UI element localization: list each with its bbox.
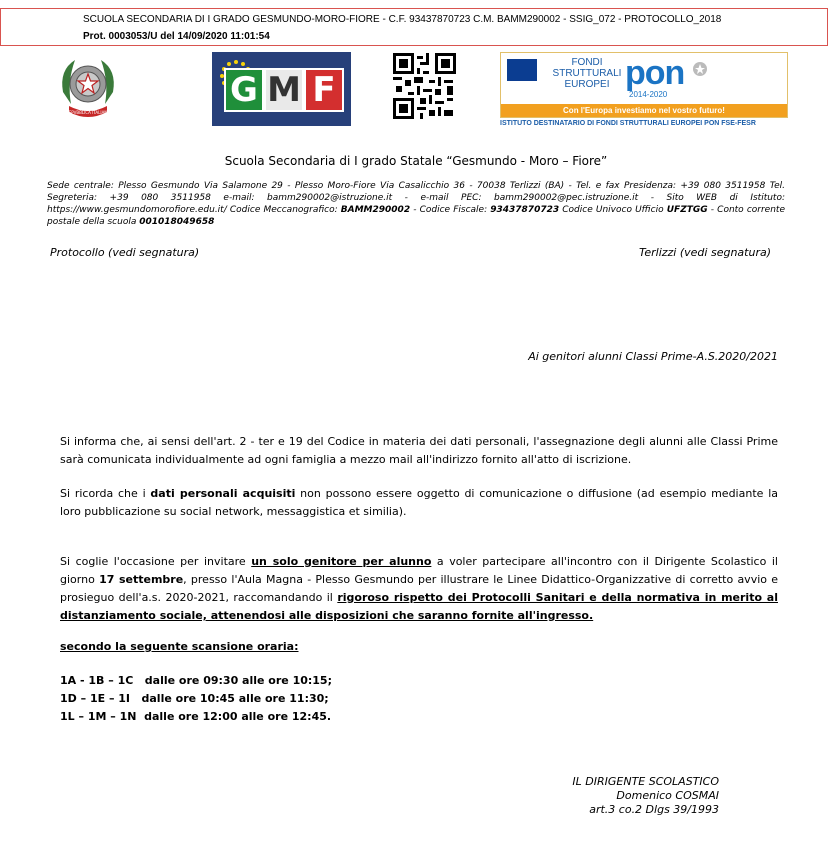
pon-fondi-text: FONDI STRUTTURALI EUROPEI — [552, 57, 622, 90]
school-name: Scuola Secondaria di I grado Statale “Gesmundo - Moro – Fiore” — [224, 154, 608, 168]
schedule-row: 1D – 1E – 1I dalle ore 10:45 alle ore 11:30; — [60, 692, 329, 705]
schedule-row: 1L – 1M – 1N dalle ore 12:00 alle ore 12:45. — [60, 710, 332, 723]
gmf-logo — [212, 52, 351, 126]
pon-years: 2014-2020 — [629, 90, 668, 99]
stamp-line-1: SCUOLA SECONDARIA DI I GRADO GESMUNDO-MORO-FIORE - C.F. 93437870723 C.M. BAMM290002 - SSIG_072 - PROTOCOLLO_2018 — [83, 14, 722, 25]
protocol-stamp — [0, 8, 828, 46]
addressee: Ai genitori alunni Classi Prime-A.S.2020/2021 — [528, 350, 778, 363]
istituto-destinatario: ISTITUTO DESTINATARIO DI FONDI STRUTTURALI EUROPEI PON FSE-FESR — [500, 120, 756, 127]
paragraph-3: Si coglie l'occasione per invitare un solo genitore per alunno a voler partecipare all'incontro con il Dirigente Scolastico il giorno 17 settembre, presso l'Aula Magna - Plesso Gesmundo per illustrare le Linee Didattico-Organizzative di corretto avvio e prosieguo dell'a.s. 2020-2021, raccomandando il rigoroso rispetto dei Protocolli Sanitari e della normativa in merito al distanziamento sociale, attenendosi alle disposizioni che saranno fornite all'ingresso. — [60, 555, 779, 622]
schedule-list — [60, 672, 332, 726]
schedule-row: 1A - 1B – 1C dalle ore 09:30 alle ore 10:15; — [60, 674, 332, 687]
schedule-title: secondo la seguente scansione oraria: — [60, 640, 299, 653]
repubblica-emblem-icon — [55, 52, 121, 124]
signature-title: IL DIRIGENTE SCOLASTICO — [572, 775, 719, 788]
pon-band-text: Con l'Europa investiamo nel vostro futuro! — [501, 104, 787, 117]
svg-text:REPVBBLICA ITALIANA: REPVBBLICA ITALIANA — [65, 110, 111, 115]
stamp-line-2: Prot. 0003053/U del 14/09/2020 11:01:54 — [83, 31, 270, 42]
school-address: Sede centrale: Plesso Gesmundo Via Salamone 29 - Plesso Moro-Fiore Via Casalicchio 36 - 70038 Terlizzi (BA) - Tel. e fax Presidenza: +39 080 3511958 Tel. Segreteria: +39 080 3511958 e-mail: bamm290002@istruzione.it - e-mail PEC: bamm290002@pec.istruzione.it - Sito WEB di Istituto: https://www.gesmundomorofiore.edu.it/ Codice Meccanografico: BAMM290002 - Codice Fiscale: 93437870723 Codice Univoco Ufficio UFZTGG - Conto corrente postale della scuola 001018049658 — [47, 181, 785, 227]
protocol-note: Protocollo (vedi segnatura) — [50, 246, 200, 259]
signature-block — [572, 775, 719, 817]
signature-note: art.3 co.2 Dlgs 39/1993 — [589, 803, 719, 816]
ministry-emblem-icon — [691, 59, 709, 79]
qr-code-icon — [393, 53, 456, 119]
gmf-letter-m: M — [264, 68, 304, 112]
paragraph-2: Si ricorda che i dati personali acquisiti non possono essere oggetto di comunicazione o diffusione (ad esempio mediante la loro pubblicazione su social network, messaggistica et similia). — [60, 487, 778, 518]
gmf-letter-f: F — [304, 68, 344, 112]
pon-logo-text: pon — [625, 54, 685, 92]
eu-flag-icon — [507, 59, 537, 81]
place-note: Terlizzi (vedi segnatura) — [639, 246, 771, 259]
pon-banner — [500, 52, 788, 118]
paragraph-1: Si informa che, ai sensi dell'art. 2 - ter e 19 del Codice in materia dei dati personali, l'assegnazione degli alunni alle Classi Prime sarà comunicata individualmente ad ogni famiglia a mezzo mail all'indirizzo fornito all'atto di iscrizione. — [60, 435, 778, 466]
signature-name: Domenico COSMAI — [616, 789, 719, 802]
gmf-letter-g: G — [224, 68, 264, 112]
